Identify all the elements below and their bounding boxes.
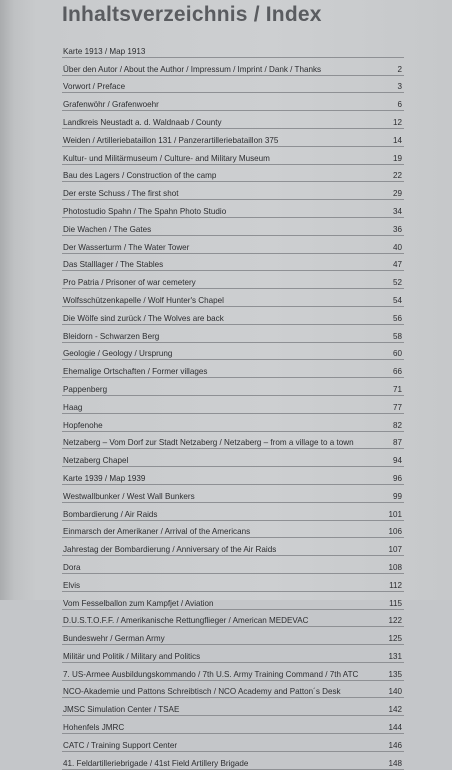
toc-entry-page-number: 87 [392,438,402,448]
toc-entry-title: Pro Patria / Prisoner of war cemetery [63,278,196,288]
toc-entry-page-number: 82 [392,420,402,430]
toc-entry-title: Einmarsch der Amerikaner / Arrival of the Americans [63,527,251,537]
toc-entry [62,289,404,307]
toc-entry [62,432,404,450]
toc-entry [62,76,404,94]
toc-entry-title: NCO-Akademie und Pattons Schreibtisch / NCO Academy and Patton´s Desk [63,687,341,697]
toc-entry-page-number: 96 [392,473,402,483]
toc-entry-title: Ehemalige Ortschaften / Former villages [63,367,208,377]
toc-entry [62,467,404,485]
toc-entry-page-number: 34 [392,206,402,216]
toc-entry-title: Bleidorn - Schwarzen Berg [63,331,160,341]
toc-entry-title: Bundeswehr / German Army [63,634,165,644]
toc-entry [62,360,404,378]
toc-entry-title: Das Stalllager / The Stables [63,260,164,270]
toc-entry-page-number: 108 [388,562,402,572]
toc-entry [62,200,404,218]
toc-entry-title: JMSC Simulation Center / TSAE [63,705,180,715]
toc-entry-title: Netzaberg – Vom Dorf zur Stadt Netzaberg / Netzaberg – from a village to a town [63,438,354,448]
toc-entry [62,449,404,467]
toc-entry [62,645,404,663]
toc-entry [62,521,404,539]
toc-entry-title: Westwallbunker / West Wall Bunkers [63,491,195,501]
toc-entry-title: Weiden / Artilleriebataillon 131 / Panzerartilleriebataillon 375 [63,135,279,145]
toc-entry-title: Pappenberg [63,384,108,394]
toc-entry-page-number: 135 [388,669,402,679]
toc-entry [62,147,404,165]
toc-entry-page-number: 101 [388,509,402,519]
toc-entry-page-number: 125 [388,634,402,644]
toc-entry-title: 7. US-Armee Ausbildungskommando / 7th U.S. Army Training Command / 7th ATC [63,669,359,679]
page-spine-edge [0,0,14,600]
toc-entry [62,40,404,58]
toc-entry-title: Hopfenohe [63,420,103,430]
toc-entry-title: Vorwort / Preface [63,82,126,92]
toc-entry-title: Militär und Politik / Military and Politics [63,651,201,661]
table-of-contents [62,40,404,770]
toc-entry-page-number: 56 [392,313,402,323]
toc-entry-title: Grafenwöhr / Grafenwoehr [63,100,159,110]
toc-entry [62,734,404,752]
toc-entry [62,396,404,414]
toc-entry-title: Karte 1939 / Map 1939 [63,473,146,483]
toc-entry-title: Elvis [63,580,81,590]
toc-entry [62,271,404,289]
toc-entry [62,236,404,254]
toc-entry-title: CATC / Training Support Center [63,740,178,750]
toc-entry [62,752,404,770]
toc-entry-page-number: 40 [392,242,402,252]
toc-entry-page-number: 60 [392,349,402,359]
toc-entry [62,698,404,716]
toc-entry [62,574,404,592]
toc-entry [62,182,404,200]
toc-entry [62,343,404,361]
toc-entry-page-number: 94 [392,456,402,466]
toc-entry [62,538,404,556]
toc-entry-page-number: 115 [389,598,402,608]
toc-entry [62,307,404,325]
toc-entry [62,627,404,645]
toc-entry [62,610,404,628]
toc-entry-page-number: 54 [392,295,402,305]
toc-entry-title: D.U.S.T.O.F.F. / Amerikanische Rettungflieger / American MEDEVAC [63,616,309,626]
toc-entry-title: Karte 1913 / Map 1913 [63,46,146,56]
toc-entry-page-number: 131 [388,651,402,661]
toc-entry [62,93,404,111]
toc-entry-page-number: 142 [388,705,402,715]
toc-entry-page-number: 146 [388,740,402,750]
toc-entry-title: Jahrestag der Bombardierung / Anniversary of the Air Raids [63,545,277,555]
toc-entry [62,592,404,610]
toc-entry-page-number: 106 [388,527,402,537]
toc-entry [62,111,404,129]
toc-entry-page-number: 14 [392,135,402,145]
toc-entry-title: 41. Feldartilleriebrigade / 41st Field Artillery Brigade [63,758,249,768]
toc-entry [62,325,404,343]
toc-entry-page-number: 2 [397,64,402,74]
toc-entry [62,485,404,503]
toc-entry-title: Die Wachen / The Gates [63,224,152,234]
toc-entry-title: Vom Fesselballon zum Kampfjet / Aviation [63,598,214,608]
toc-entry-page-number: 144 [388,723,402,733]
toc-entry-page-number: 12 [392,117,402,127]
toc-entry-title: Kultur- und Militärmuseum / Culture- and Military Museum [63,153,270,163]
toc-entry-page-number: 99 [392,491,402,501]
toc-entry [62,663,404,681]
toc-entry-page-number: 148 [388,758,402,768]
toc-entry [62,556,404,574]
toc-entry-title: Bau des Lagers / Construction of the camp [63,171,217,181]
toc-entry-page-number: 22 [392,171,402,181]
toc-entry-title: Dora [63,562,81,572]
toc-entry-page-number: 3 [397,82,402,92]
toc-entry-title: Der erste Schuss / The first shot [63,189,179,199]
toc-entry-page-number: 29 [392,189,402,199]
toc-entry-title: Über den Autor / About the Author / Impressum / Imprint / Dank / Thanks [63,64,322,74]
toc-entry-page-number: 52 [392,278,402,288]
toc-entry-title: Photostudio Spahn / The Spahn Photo Studio [63,206,227,216]
page-title: Inhaltsverzeichnis / Index [62,3,322,26]
toc-entry-page-number: 71 [392,384,402,394]
toc-entry-page-number: 140 [388,687,402,697]
toc-entry-title: Geologie / Geology / Ursprung [63,349,173,359]
toc-entry-page-number: 107 [388,545,402,555]
toc-entry [62,254,404,272]
toc-entry [62,58,404,76]
toc-entry [62,716,404,734]
toc-entry [62,218,404,236]
toc-entry-title: Bombardierung / Air Raids [63,509,158,519]
toc-entry-page-number: 47 [392,260,402,270]
toc-entry-page-number: 6 [397,100,402,110]
toc-entry-page-number: 19 [392,153,402,163]
toc-entry-page-number: 122 [388,616,402,626]
toc-entry [62,165,404,183]
toc-entry-page-number: 112 [389,580,402,590]
toc-entry-page-number: 36 [392,224,402,234]
toc-entry-page-number: 77 [392,402,402,412]
toc-entry-title: Haag [63,402,83,412]
toc-entry [62,378,404,396]
toc-entry-title: Der Wasserturm / The Water Tower [63,242,190,252]
toc-entry [62,681,404,699]
toc-entry-page-number: 66 [392,367,402,377]
toc-entry-title: Wolfsschützenkapelle / Wolf Hunter's Chapel [63,295,224,305]
toc-entry [62,503,404,521]
toc-entry-title: Landkreis Neustadt a. d. Waldnaab / County [63,117,222,127]
toc-entry-title: Die Wölfe sind zurück / The Wolves are back [63,313,224,323]
toc-entry [62,129,404,147]
toc-entry-page-number: 58 [392,331,402,341]
toc-entry [62,414,404,432]
toc-entry-title: Hohenfels JMRC [63,723,125,733]
toc-entry-title: Netzaberg Chapel [63,456,129,466]
